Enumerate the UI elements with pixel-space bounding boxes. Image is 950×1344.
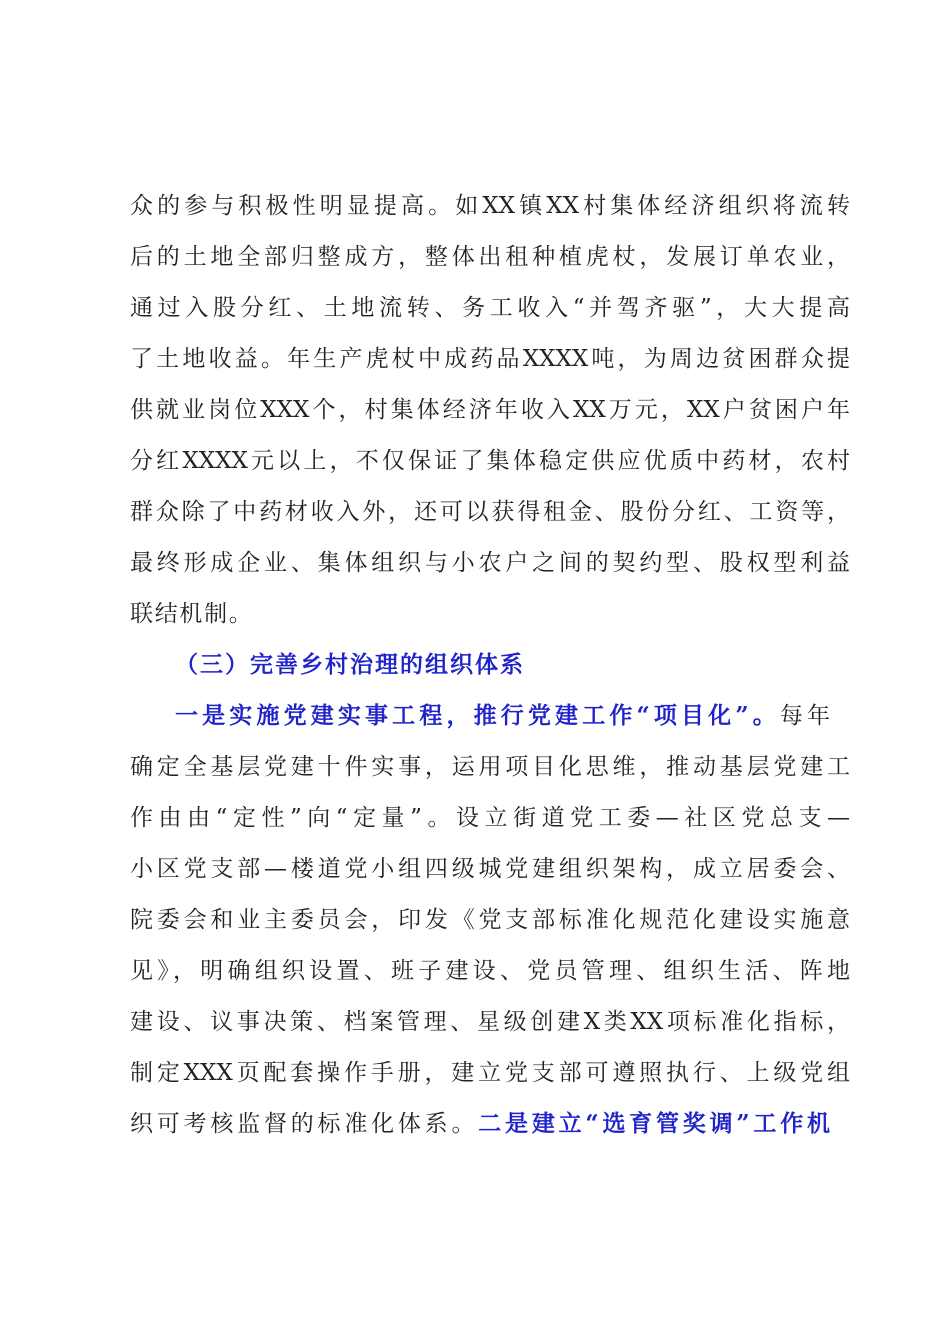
- paragraph2-line-7: 建设、议事决策、档案管理、星级创建X类XX项标准化指标，: [130, 1009, 850, 1035]
- paragraph1-line-2: 后的土地全部归整成方，整体出租种植虎杖，发展订单农业，: [130, 244, 850, 270]
- paragraph2-line-3: 作由由“定性”向“定量”。设立街道党工委—社区党总支—: [130, 805, 850, 831]
- paragraph2-lead-bold: 一是实施党建实事工程，推行党建工作“项目化”。: [175, 702, 780, 729]
- paragraph2-last-plain: 织可考核监督的标准化体系。: [130, 1111, 479, 1137]
- paragraph2-line-1: [175, 696, 830, 736]
- paragraph2-line-8: 制定XXX页配套操作手册，建立党支部可遵照执行、上级党组: [130, 1060, 850, 1086]
- paragraph2-line-6: 见》，明确组织设置、班子建设、党员管理、组织生活、阵地: [130, 958, 850, 984]
- paragraph1-line-7: 群众除了中药材收入外，还可以获得租金、股份分红、工资等，: [130, 499, 850, 525]
- paragraph1-line-9: 联结机制。: [130, 601, 254, 627]
- paragraph2-last-bold: 二是建立“选育管奖调”工作机: [478, 1110, 830, 1137]
- paragraph2-line-5: 院委会和业主委员会，印发《党支部标准化规范化建设实施意: [130, 907, 850, 933]
- paragraph1-line-5: 供就业岗位XXX个，村集体经济年收入XX万元，XX户贫困户年: [130, 397, 850, 423]
- paragraph2-line-4: 小区党支部—楼道党小组四级城党建组织架构，成立居委会、: [130, 856, 850, 882]
- paragraph1-line-3: 通过入股分红、土地流转、务工收入“并驾齐驱”，大大提高: [130, 295, 850, 321]
- paragraph2-line-2: 确定全基层党建十件实事，运用项目化思维，推动基层党建工: [130, 754, 850, 780]
- paragraph2-line-9: [130, 1104, 830, 1144]
- paragraph1-line-4: 了土地收益。年生产虎杖中成药品XXXX吨，为周边贫困群众提: [130, 346, 850, 372]
- section-heading: （三）完善乡村治理的组织体系: [175, 651, 525, 678]
- paragraph1-line-1: 众的参与积极性明显提高。如XX镇XX村集体经济组织将流转: [130, 193, 850, 219]
- paragraph1-line-6: 分红XXXX元以上，不仅保证了集体稳定供应优质中药材，农村: [130, 448, 850, 474]
- paragraph1-line-8: 最终形成企业、集体组织与小农户之间的契约型、股权型利益: [130, 550, 850, 576]
- paragraph2-lead-rest: 每年: [779, 703, 830, 729]
